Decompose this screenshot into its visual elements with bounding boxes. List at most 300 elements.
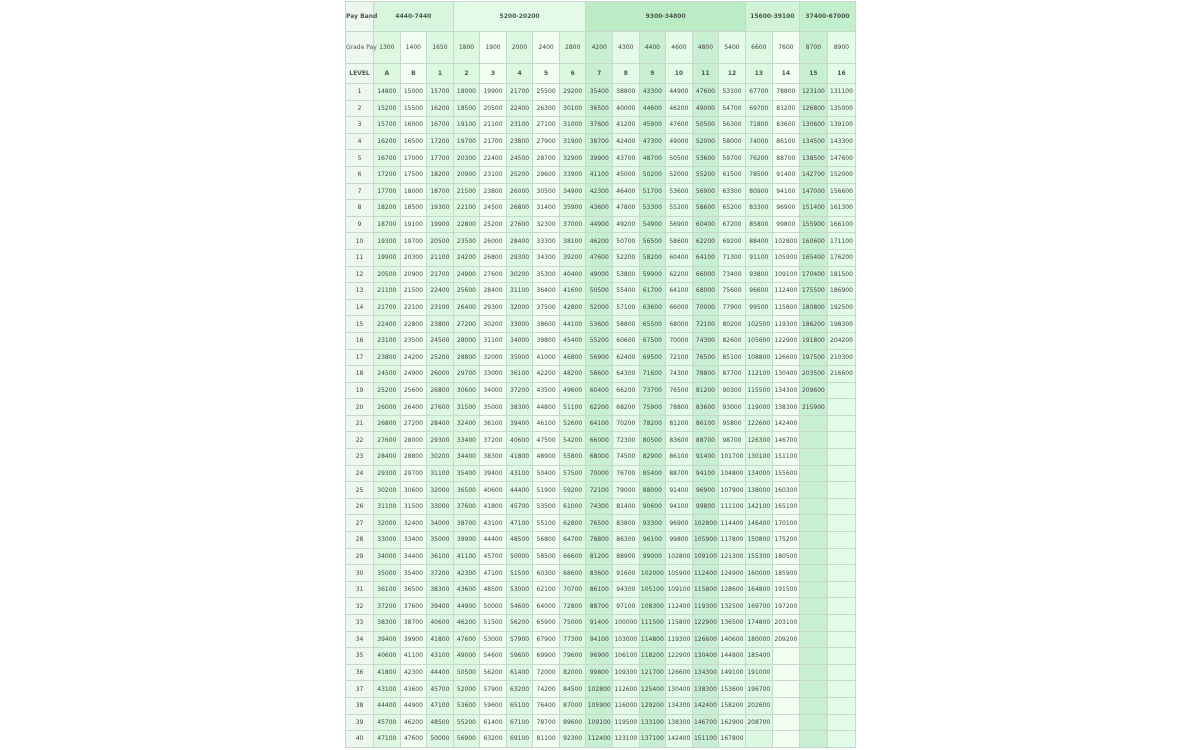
pay-cell: 26000 [427, 366, 454, 383]
pay-cell: 15200 [374, 100, 401, 117]
pay-cell: 62100 [533, 581, 560, 598]
pay-cell [799, 697, 827, 714]
pay-cell: 44400 [480, 532, 507, 549]
pay-cell: 50500 [586, 283, 613, 300]
pay-cell: 66000 [692, 266, 719, 283]
pay-cell [827, 532, 855, 549]
pay-cell: 58000 [719, 133, 746, 150]
pay-cell: 43500 [533, 382, 560, 399]
row-level-label: 7 [346, 183, 374, 200]
pay-cell: 56900 [453, 731, 480, 748]
pay-cell: 23800 [506, 133, 533, 150]
pay-cell [799, 565, 827, 582]
pay-cell: 64100 [692, 249, 719, 266]
pay-cell: 74300 [586, 498, 613, 515]
pay-cell: 72100 [692, 316, 719, 333]
pay-band-1: 4440-7440 [374, 2, 454, 32]
pay-cell: 28800 [400, 449, 427, 466]
pay-cell: 26800 [374, 415, 401, 432]
pay-cell: 29700 [400, 465, 427, 482]
pay-cell: 28400 [427, 415, 454, 432]
pay-cell: 18000 [453, 84, 480, 101]
pay-cell: 61000 [559, 498, 586, 515]
level-header-row [346, 64, 856, 84]
pay-cell: 25600 [453, 283, 480, 300]
pay-cell: 39900 [400, 631, 427, 648]
row-level-label: 13 [346, 283, 374, 300]
pay-cell: 88700 [586, 598, 613, 615]
pay-cell: 138500 [799, 150, 827, 167]
pay-cell: 36100 [506, 366, 533, 383]
pay-cell: 17700 [374, 183, 401, 200]
pay-cell: 72000 [533, 664, 560, 681]
pay-cell: 123100 [613, 731, 640, 748]
pay-cell: 90600 [639, 498, 666, 515]
pay-cell: 41100 [453, 548, 480, 565]
row-level-label: 35 [346, 648, 374, 665]
pay-cell: 165400 [799, 249, 827, 266]
pay-cell [799, 681, 827, 698]
pay-cell: 85400 [639, 465, 666, 482]
pay-cell: 155900 [799, 216, 827, 233]
pay-cell: 139100 [827, 117, 855, 134]
pay-cell: 105900 [586, 697, 613, 714]
pay-cell: 41100 [400, 648, 427, 665]
pay-cell [772, 681, 799, 698]
pay-cell: 41800 [427, 631, 454, 648]
pay-cell: 76500 [692, 349, 719, 366]
pay-cell: 23800 [374, 349, 401, 366]
pay-cell: 38300 [374, 615, 401, 632]
pay-cell: 42300 [453, 565, 480, 582]
pay-cell: 155300 [745, 548, 772, 565]
pay-cell: 80500 [639, 432, 666, 449]
pay-cell: 104800 [719, 465, 746, 482]
pay-cell: 37200 [374, 598, 401, 615]
pay-cell: 38300 [506, 399, 533, 416]
row-level-label: 11 [346, 249, 374, 266]
table-row [346, 366, 856, 383]
pay-cell: 185900 [772, 565, 799, 582]
pay-cell: 47100 [374, 731, 401, 748]
pay-cell: 24500 [480, 200, 507, 217]
pay-cell: 84500 [559, 681, 586, 698]
pay-cell: 18700 [427, 183, 454, 200]
pay-cell: 18500 [400, 200, 427, 217]
pay-cell: 54700 [719, 100, 746, 117]
pay-cell: 29300 [506, 249, 533, 266]
pay-cell: 43100 [427, 648, 454, 665]
pay-cell: 101700 [719, 449, 746, 466]
pay-cell: 19900 [427, 216, 454, 233]
pay-cell: 102800 [772, 233, 799, 250]
pay-cell: 17500 [400, 166, 427, 183]
pay-cell: 18500 [453, 100, 480, 117]
pay-cell: 130600 [799, 117, 827, 134]
row-level-label: 15 [346, 316, 374, 333]
pay-cell: 78800 [692, 366, 719, 383]
pay-cell: 71800 [745, 117, 772, 134]
pay-cell: 88400 [745, 233, 772, 250]
pay-cell: 43600 [453, 581, 480, 598]
pay-cell: 91100 [745, 249, 772, 266]
pay-cell: 72800 [559, 598, 586, 615]
pay-cell: 167800 [719, 731, 746, 748]
pay-cell: 95800 [719, 415, 746, 432]
pay-cell: 93300 [639, 515, 666, 532]
pay-cell: 94100 [666, 498, 693, 515]
pay-cell: 197500 [799, 349, 827, 366]
pay-cell: 186200 [799, 316, 827, 333]
pay-cell: 34400 [400, 548, 427, 565]
pay-cell: 125400 [639, 681, 666, 698]
pay-cell [827, 482, 855, 499]
pay-cell: 29300 [374, 465, 401, 482]
pay-cell: 43300 [639, 84, 666, 101]
row-level-label: 32 [346, 598, 374, 615]
pay-cell: 67500 [639, 332, 666, 349]
pay-cell: 70700 [559, 581, 586, 598]
pay-cell: 44800 [533, 399, 560, 416]
pay-cell: 89600 [559, 714, 586, 731]
pay-cell [827, 515, 855, 532]
pay-cell: 142400 [772, 415, 799, 432]
pay-cell: 74500 [613, 449, 640, 466]
pay-cell: 76500 [666, 382, 693, 399]
table-row [346, 615, 856, 632]
grade-pay-cell: 1900 [480, 32, 507, 64]
pay-cell: 27600 [427, 399, 454, 416]
pay-cell: 47300 [639, 133, 666, 150]
row-level-label: 12 [346, 266, 374, 283]
level-column-header: 5 [533, 64, 560, 84]
pay-cell: 156600 [827, 183, 855, 200]
pay-cell: 142400 [692, 697, 719, 714]
pay-cell: 51500 [480, 615, 507, 632]
pay-cell: 23100 [480, 166, 507, 183]
pay-cell: 210300 [827, 349, 855, 366]
pay-cell: 70200 [613, 415, 640, 432]
pay-cell [799, 581, 827, 598]
grade-pay-cell: 5400 [719, 32, 746, 64]
pay-cell: 112400 [586, 731, 613, 748]
pay-cell: 105600 [745, 332, 772, 349]
pay-cell: 64700 [559, 532, 586, 549]
pay-cell: 19900 [374, 249, 401, 266]
pay-cell: 39400 [480, 465, 507, 482]
pay-cell: 109100 [772, 266, 799, 283]
pay-cell: 42800 [559, 299, 586, 316]
pay-cell: 21700 [480, 133, 507, 150]
pay-cell: 31900 [559, 133, 586, 150]
pay-cell: 60300 [533, 565, 560, 582]
pay-cell: 35900 [559, 200, 586, 217]
pay-cell: 46100 [533, 415, 560, 432]
pay-cell: 61500 [719, 166, 746, 183]
pay-cell: 36400 [533, 283, 560, 300]
pay-cell: 30200 [374, 482, 401, 499]
pay-cell: 50000 [480, 598, 507, 615]
pay-cell: 24500 [506, 150, 533, 167]
level-column-header: 9 [639, 64, 666, 84]
pay-cell: 45700 [374, 714, 401, 731]
pay-cell: 70000 [692, 299, 719, 316]
pay-cell: 30100 [559, 100, 586, 117]
pay-cell [827, 581, 855, 598]
pay-band-4: 15600-39100 [745, 2, 799, 32]
pay-cell: 55800 [559, 449, 586, 466]
pay-cell [827, 648, 855, 665]
pay-cell: 52000 [666, 166, 693, 183]
pay-cell: 19700 [400, 233, 427, 250]
pay-cell: 32000 [506, 299, 533, 316]
pay-cell: 49000 [453, 648, 480, 665]
pay-cell: 49600 [559, 382, 586, 399]
pay-cell: 78200 [639, 415, 666, 432]
pay-cell: 38700 [400, 615, 427, 632]
pay-cell: 65200 [719, 200, 746, 217]
pay-cell: 65500 [639, 316, 666, 333]
pay-cell [799, 664, 827, 681]
pay-cell: 121700 [639, 664, 666, 681]
pay-cell: 109100 [692, 548, 719, 565]
pay-cell: 72100 [666, 349, 693, 366]
row-level-label: 3 [346, 117, 374, 134]
pay-cell: 18700 [374, 216, 401, 233]
pay-cell: 53600 [692, 150, 719, 167]
pay-cell: 204200 [827, 332, 855, 349]
row-level-label: 30 [346, 565, 374, 582]
row-level-label: 4 [346, 133, 374, 150]
pay-cell: 28800 [453, 349, 480, 366]
pay-cell: 36500 [400, 581, 427, 598]
row-level-label: 1 [346, 84, 374, 101]
pay-cell: 142400 [666, 731, 693, 748]
pay-cell: 60400 [692, 216, 719, 233]
pay-cell: 20500 [427, 233, 454, 250]
pay-cell: 126300 [745, 432, 772, 449]
pay-cell: 60400 [666, 249, 693, 266]
pay-cell: 119500 [613, 714, 640, 731]
pay-cell: 96600 [745, 283, 772, 300]
pay-cell: 39900 [586, 150, 613, 167]
pay-cell [772, 697, 799, 714]
pay-cell: 131100 [827, 84, 855, 101]
table-row [346, 249, 856, 266]
level-column-header: 13 [745, 64, 772, 84]
pay-cell: 52000 [453, 681, 480, 698]
pay-cell: 74300 [666, 366, 693, 383]
pay-cell: 55100 [533, 515, 560, 532]
pay-cell: 44900 [586, 216, 613, 233]
pay-cell: 67200 [719, 216, 746, 233]
pay-cell: 30200 [506, 266, 533, 283]
pay-cell: 44400 [506, 482, 533, 499]
pay-cell: 58500 [533, 548, 560, 565]
pay-cell: 96900 [666, 515, 693, 532]
pay-cell: 78800 [772, 84, 799, 101]
pay-cell: 36100 [374, 581, 401, 598]
pay-cell: 180800 [799, 299, 827, 316]
pay-cell: 86100 [666, 449, 693, 466]
table-row [346, 84, 856, 101]
pay-cell: 105900 [666, 565, 693, 582]
pay-cell: 64100 [586, 415, 613, 432]
pay-cell: 122600 [745, 415, 772, 432]
pay-cell: 43600 [586, 200, 613, 217]
pay-cell: 66000 [586, 432, 613, 449]
pay-cell: 165100 [772, 498, 799, 515]
pay-cell: 75600 [719, 283, 746, 300]
pay-cell: 62200 [586, 399, 613, 416]
grade-pay-cell: 2000 [506, 32, 533, 64]
pay-cell: 102800 [666, 548, 693, 565]
pay-cell: 63600 [639, 299, 666, 316]
pay-cell: 102500 [745, 316, 772, 333]
pay-cell: 39800 [533, 332, 560, 349]
pay-cell: 32300 [533, 216, 560, 233]
pay-cell: 30600 [453, 382, 480, 399]
pay-cell: 55200 [586, 332, 613, 349]
pay-cell: 147600 [827, 150, 855, 167]
pay-cell: 181500 [827, 266, 855, 283]
pay-cell [799, 731, 827, 748]
pay-cell: 106100 [613, 648, 640, 665]
pay-cell: 99000 [639, 548, 666, 565]
table-row [346, 299, 856, 316]
row-level-label: 16 [346, 332, 374, 349]
pay-matrix-body [346, 84, 856, 748]
pay-cell: 58200 [639, 249, 666, 266]
pay-cell: 23500 [453, 233, 480, 250]
pay-cell: 16200 [374, 133, 401, 150]
pay-cell: 81400 [613, 498, 640, 515]
pay-cell: 91400 [586, 615, 613, 632]
pay-band-2: 5200-20200 [453, 2, 586, 32]
pay-cell: 86100 [586, 581, 613, 598]
pay-cell: 27200 [453, 316, 480, 333]
pay-cell: 37600 [586, 117, 613, 134]
pay-cell: 61400 [480, 714, 507, 731]
pay-band-5: 37400-67000 [799, 2, 855, 32]
pay-cell: 72300 [613, 432, 640, 449]
pay-cell: 34000 [506, 332, 533, 349]
pay-cell: 47100 [480, 565, 507, 582]
table-row [346, 498, 856, 515]
level-column-header: 10 [666, 64, 693, 84]
pay-cell: 45700 [427, 681, 454, 698]
pay-cell: 50500 [453, 664, 480, 681]
pay-cell: 62800 [559, 515, 586, 532]
pay-cell [772, 664, 799, 681]
pay-cell: 23500 [400, 332, 427, 349]
pay-cell: 26400 [400, 399, 427, 416]
pay-cell: 83300 [745, 200, 772, 217]
pay-cell: 161300 [827, 200, 855, 217]
pay-cell: 126600 [692, 631, 719, 648]
pay-cell [827, 714, 855, 731]
pay-cell: 32400 [400, 515, 427, 532]
pay-cell [799, 432, 827, 449]
level-column-header: 14 [772, 64, 799, 84]
pay-cell [827, 631, 855, 648]
pay-cell: 69200 [719, 233, 746, 250]
level-column-header: 1 [427, 64, 454, 84]
table-row [346, 449, 856, 466]
pay-cell: 59900 [639, 266, 666, 283]
row-level-label: 22 [346, 432, 374, 449]
pay-cell: 121300 [719, 548, 746, 565]
grade-pay-row [346, 32, 856, 64]
pay-cell: 112600 [613, 681, 640, 698]
pay-cell: 71600 [639, 366, 666, 383]
level-column-header: 2 [453, 64, 480, 84]
pay-cell: 126600 [772, 349, 799, 366]
table-row [346, 697, 856, 714]
pay-cell: 180000 [745, 631, 772, 648]
pay-cell [827, 548, 855, 565]
pay-cell: 29700 [453, 366, 480, 383]
pay-cell: 78700 [533, 714, 560, 731]
pay-cell: 151400 [799, 200, 827, 217]
pay-cell: 24500 [427, 332, 454, 349]
pay-cell: 170400 [799, 266, 827, 283]
pay-cell: 35000 [374, 565, 401, 582]
pay-cell: 29300 [480, 299, 507, 316]
pay-cell: 44400 [374, 697, 401, 714]
pay-cell [799, 598, 827, 615]
pay-cell [799, 631, 827, 648]
row-level-label: 9 [346, 216, 374, 233]
pay-cell: 54600 [506, 598, 533, 615]
row-level-label: 33 [346, 615, 374, 632]
pay-cell: 54900 [639, 216, 666, 233]
pay-cell: 74000 [745, 133, 772, 150]
pay-cell: 112400 [692, 565, 719, 582]
pay-cell: 88900 [613, 548, 640, 565]
pay-cell: 138300 [692, 681, 719, 698]
pay-cell: 66200 [613, 382, 640, 399]
pay-cell: 114800 [639, 631, 666, 648]
pay-cell: 76700 [613, 465, 640, 482]
pay-cell: 76200 [745, 150, 772, 167]
table-row [346, 664, 856, 681]
pay-cell: 53600 [586, 316, 613, 333]
pay-cell: 28400 [374, 449, 401, 466]
pay-cell: 82900 [639, 449, 666, 466]
pay-cell: 40600 [427, 615, 454, 632]
pay-cell: 28000 [400, 432, 427, 449]
pay-cell: 49000 [666, 133, 693, 150]
pay-cell: 56900 [666, 216, 693, 233]
pay-cell: 43700 [613, 150, 640, 167]
pay-cell: 74300 [692, 332, 719, 349]
pay-cell: 176200 [827, 249, 855, 266]
pay-cell: 69900 [533, 648, 560, 665]
pay-cell: 18200 [374, 200, 401, 217]
pay-cell: 55200 [666, 200, 693, 217]
pay-cell: 26000 [506, 183, 533, 200]
pay-cell: 21700 [374, 299, 401, 316]
pay-cell: 39400 [506, 415, 533, 432]
pay-cell: 36500 [453, 482, 480, 499]
pay-cell: 99500 [745, 299, 772, 316]
table-row [346, 598, 856, 615]
pay-cell: 19300 [427, 200, 454, 217]
pay-cell: 50400 [533, 465, 560, 482]
row-level-label: 2 [346, 100, 374, 117]
pay-cell: 57900 [506, 631, 533, 648]
